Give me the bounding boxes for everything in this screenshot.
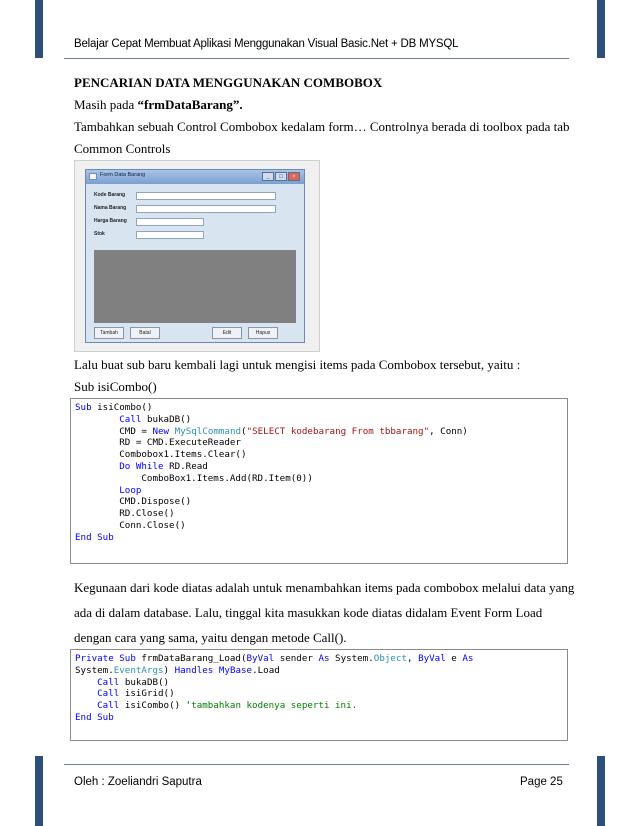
stok-field[interactable] xyxy=(136,231,204,239)
code-text: isiCombo() xyxy=(91,402,153,413)
window-icon xyxy=(89,173,97,180)
paragraph-line xyxy=(74,97,243,113)
kode-barang-combobox[interactable] xyxy=(136,192,276,200)
code-text: sender xyxy=(274,653,319,664)
code-keyword: Do While xyxy=(119,460,164,472)
code-text: RD.Close() xyxy=(119,508,175,520)
code-text: , Conn) xyxy=(429,425,468,437)
footer-divider xyxy=(64,764,569,765)
nama-barang-field[interactable] xyxy=(136,205,276,213)
code-keyword: Private Sub xyxy=(75,653,136,664)
code-text: System. xyxy=(75,664,114,676)
tambah-button[interactable]: Tambah xyxy=(94,327,124,339)
footer-author: Oleh : Zoeliandri Saputra xyxy=(74,776,202,788)
form-screenshot xyxy=(74,160,320,352)
page-header: Belajar Cepat Membuat Aplikasi Menggunakan Visual Basic.Net + DB MYSQL xyxy=(74,38,459,50)
code-keyword: Call xyxy=(97,688,120,700)
paragraph-line: Kegunaan dari kode diatas adalah untuk menambahkan items pada combobox melalui data yang xyxy=(74,580,575,595)
code-text: CMD = xyxy=(119,425,153,437)
text-span: Masih pada xyxy=(74,97,138,112)
window-title: Form Data Barang xyxy=(100,172,146,178)
code-text: frmDataBarang_Load( xyxy=(135,653,247,664)
form-window xyxy=(85,169,305,343)
paragraph-line: Lalu buat sub baru kembali lagi untuk mengisi items pada Combobox tersebut, yaitu : xyxy=(74,357,521,372)
label-harga-barang: Harga Barang xyxy=(94,218,127,224)
paragraph-line: Sub isiCombo() xyxy=(74,379,157,394)
label-stok: Stok xyxy=(94,231,105,237)
code-text: ) xyxy=(163,664,175,676)
code-text: e xyxy=(445,653,463,664)
code-keyword: End Sub xyxy=(75,531,114,543)
code-text: Conn.Close() xyxy=(119,519,186,531)
paragraph-line: Common Controls xyxy=(74,141,171,156)
label-nama-barang: Nama Barang xyxy=(94,205,127,211)
code-text: bukaDB() xyxy=(141,413,192,425)
code-keyword: Call xyxy=(97,676,120,688)
code-keyword: ByVal xyxy=(246,653,275,664)
code-keyword: Call xyxy=(119,413,142,425)
code-text: Combobox1.Items.Clear() xyxy=(119,449,247,461)
data-grid[interactable] xyxy=(94,250,296,323)
header-divider xyxy=(64,58,569,59)
hapus-button[interactable]: Hapus xyxy=(248,327,278,339)
right-border-top xyxy=(597,0,605,58)
code-keyword: Sub xyxy=(75,402,92,413)
harga-barang-field[interactable] xyxy=(136,218,204,226)
code-text: ComboBox1.Items.Add(RD.Item(0)) xyxy=(141,472,313,484)
code-text: System. xyxy=(329,653,374,664)
paragraph-line: Tambahkan sebuah Control Combobox kedalam form… Controlnya berada di toolbox pada tab xyxy=(74,119,570,134)
code-text: , xyxy=(406,653,419,664)
minimize-icon[interactable]: _ xyxy=(262,172,274,181)
close-icon[interactable]: × xyxy=(288,172,300,181)
code-keyword: Handles xyxy=(174,664,214,676)
code-text: isiGrid() xyxy=(119,688,175,700)
page-number: Page 25 xyxy=(520,776,563,788)
maximize-icon[interactable]: □ xyxy=(275,172,287,181)
code-string: "SELECT kodebarang From tbbarang" xyxy=(246,425,430,437)
code-block-form-load xyxy=(70,649,568,741)
code-keyword: Call xyxy=(97,700,120,712)
left-border-bottom xyxy=(35,756,43,826)
form-name: “frmDataBarang”. xyxy=(137,97,243,112)
code-comment: ‘tambahkan kodenya seperti ini. xyxy=(185,700,358,712)
paragraph-line: dengan cara yang sama, yaitu dengan metode Call(). xyxy=(74,630,347,645)
code-keyword: Loop xyxy=(119,484,142,496)
section-heading: PENCARIAN DATA MENGGUNAKAN COMBOBOX xyxy=(74,75,383,90)
code-keyword: ByVal xyxy=(418,653,446,664)
label-kode-barang: Kode Barang xyxy=(94,192,126,198)
code-text: RD = CMD.ExecuteReader xyxy=(119,437,241,449)
code-type: Object xyxy=(373,653,407,664)
code-keyword: New xyxy=(152,425,170,437)
code-text: .Load xyxy=(252,664,280,676)
code-type: MySqlCommand xyxy=(174,425,242,437)
code-keyword: As xyxy=(462,653,474,664)
code-text: CMD.Dispose() xyxy=(119,496,192,508)
code-block-isicombo xyxy=(70,398,568,564)
code-type: EventArgs xyxy=(113,664,164,676)
code-text: bukaDB() xyxy=(119,676,170,688)
edit-button[interactable]: Edit xyxy=(212,327,242,339)
batal-button[interactable]: Batal xyxy=(130,327,160,339)
code-keyword: As xyxy=(318,653,330,664)
left-border-top xyxy=(35,0,43,58)
window-titlebar xyxy=(86,170,304,184)
right-border-bottom xyxy=(597,756,605,826)
paragraph-line: ada di dalam database. Lalu, tinggal kita masukkan kode diatas didalam Event Form Load xyxy=(74,605,543,620)
code-text: RD.Read xyxy=(163,460,208,472)
code-text: isiCombo() xyxy=(119,700,186,712)
code-text: ( xyxy=(241,425,247,437)
code-keyword: MyBase xyxy=(218,664,253,676)
code-keyword: End Sub xyxy=(75,711,114,723)
